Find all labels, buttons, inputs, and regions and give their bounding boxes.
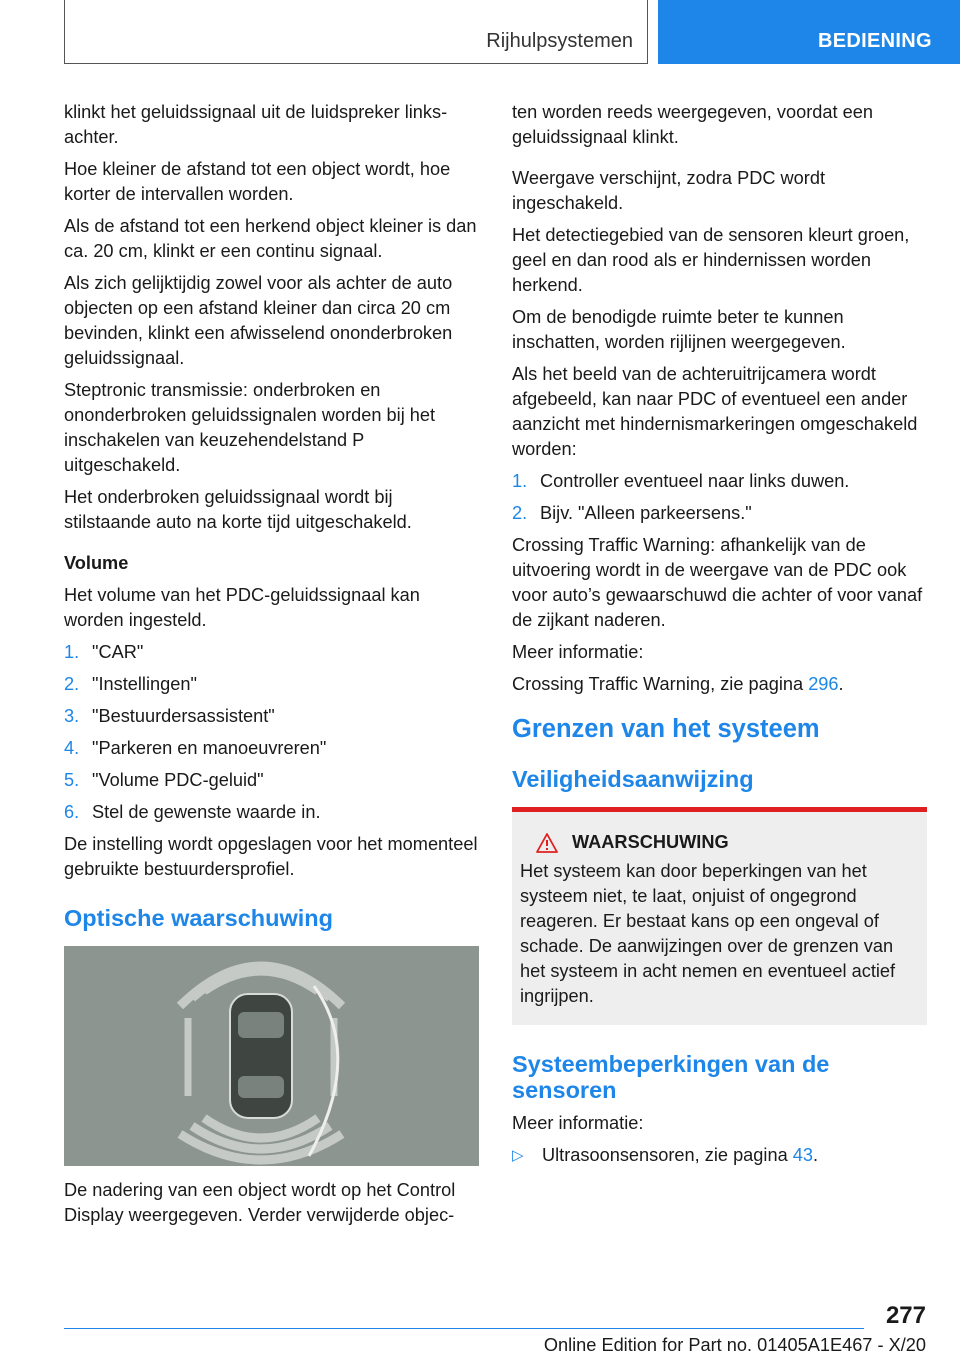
parking-sensor-illustration (64, 946, 479, 1166)
step-number: 5. (64, 770, 80, 790)
list-item (64, 768, 479, 793)
warning-box (512, 807, 927, 1025)
bullet-item: ▷ Ultrasoonsensoren, zie pagina 43. (512, 1143, 927, 1168)
step-text: "Instellingen" (92, 674, 197, 694)
edition-footer: Online Edition for Part no. 01405A1E467 - X/20 (543, 1335, 926, 1355)
step-text: Bijv. "Alleen parkeersens." (540, 503, 752, 523)
reference-text: Crossing Traffic Warning, zie pagina (512, 674, 809, 694)
step-number: 2. (64, 674, 80, 694)
step-text: Stel de gewenste waarde in. (92, 802, 321, 822)
warning-text: Het systeem kan door beperkingen van het systeem niet, te laat, onjuist of ongegrond reageren. Er bestaat kans op een ongeval of schade. De aanwijzingen over de grenzen van het systeem in acht nemen en eventueel actief ingrijpen. (520, 861, 896, 1006)
step-text: "Volume PDC-geluid" (92, 770, 264, 790)
footer-divider (64, 1328, 864, 1329)
step-number: 3. (64, 706, 80, 726)
step-text: "Parkeren en manoeuvreren" (92, 738, 327, 758)
list-item (512, 501, 927, 526)
paragraph: De instelling wordt opgeslagen voor het momenteel gebruikte bestuurdersprofiel. (64, 834, 478, 879)
paragraph: Als het beeld van de achteruitrijcamera wordt afgebeeld, kan naar PDC of eventueel een ander aanzicht met hindernismarkeringen omgeschakeld worden: (512, 364, 918, 459)
view-steps (512, 469, 927, 526)
section-heading: Optische waarschuwing (64, 905, 334, 931)
list-item (64, 672, 479, 697)
paragraph: Crossing Traffic Warning: afhankelijk van de uitvoering wordt in de weergave van de PDC ook voor auto’s gewaarschuwd die achter of voor vanaf de zijkant naderen. (512, 535, 923, 630)
paragraph: Hoe kleiner de afstand tot een object wordt, hoe korter de intervallen worden. (64, 159, 451, 204)
left-column (64, 100, 479, 1235)
chapter-title: Rijhulpsystemen (486, 30, 633, 52)
list-item (64, 704, 479, 729)
step-number: 1. (64, 642, 80, 662)
subsection-heading: Systeembeperkingen van de sensoren (512, 1051, 830, 1103)
paragraph: Als de afstand tot een herkend object kleiner is dan ca. 20 cm, klinkt er een continu signaal. (64, 216, 477, 261)
step-text: "CAR" (92, 642, 144, 662)
page-link-43[interactable]: 43 (792, 1145, 813, 1165)
paragraph: Meer informatie: (512, 1113, 644, 1133)
page-number: 277 (885, 1302, 926, 1329)
step-number: 6. (64, 802, 80, 822)
paragraph: Het volume van het PDC-geluidssignaal kan worden ingesteld. (64, 585, 420, 630)
pdc-display-image (64, 946, 479, 1166)
step-text: "Bestuurdersassistent" (92, 706, 275, 726)
volume-steps (64, 640, 479, 825)
running-header (64, 0, 648, 64)
right-column (512, 100, 927, 1175)
chapter-heading: Grenzen van het systeem (512, 715, 820, 743)
warning-title: WAARSCHUWING (572, 832, 729, 852)
paragraph: Weergave verschijnt, zodra PDC wordt ingeschakeld. (512, 168, 826, 213)
section-tab (658, 0, 960, 64)
list-item (64, 800, 479, 825)
page-link-296[interactable]: 296 (808, 674, 839, 694)
section-title: BEDIENING (818, 30, 932, 52)
warning-triangle-icon (536, 833, 558, 853)
image-caption: De nadering van een object wordt op het Control Display weergegeven. Verder verwijderde objec- (64, 1180, 456, 1225)
paragraph: Als zich gelijktijdig zowel voor als achter de auto objecten op een afstand kleiner dan circa 20 cm bevinden, klinkt een afwisselend ononderbroken geluidssignaal. (64, 273, 453, 368)
bullet-text: Ultrasoonsensoren, zie pagina (542, 1145, 793, 1165)
triangle-bullet-icon: ▷ (512, 1147, 524, 1164)
paragraph: Meer informatie: (512, 642, 644, 662)
step-number: 2. (512, 503, 528, 523)
list-item (512, 469, 927, 494)
section-heading: Veiligheidsaanwijzing (512, 766, 754, 792)
list-item (64, 640, 479, 665)
paragraph: Het detectiegebied van de sensoren kleurt groen, geel en dan rood als er hindernissen worden herkend. (512, 225, 910, 295)
paragraph: Om de benodigde ruimte beter te kunnen inschatten, worden rijlijnen weergegeven. (512, 307, 846, 352)
warning-header (520, 830, 919, 855)
paragraph: ten worden reeds weergegeven, voordat een geluidssignaal klinkt. (512, 102, 873, 147)
paragraph: Steptronic transmissie: onderbroken en ononderbroken geluidssignalen worden bij het inschakelen van keuzehendelstand P uitgeschakeld. (64, 380, 436, 475)
volume-heading: Volume (64, 553, 129, 573)
paragraph: Het onderbroken geluidssignaal wordt bij stilstaande auto na korte tijd uitgeschakeld. (64, 487, 412, 532)
list-item (64, 736, 479, 761)
step-number: 1. (512, 471, 528, 491)
step-number: 4. (64, 738, 80, 758)
paragraph: klinkt het geluidssignaal uit de luidspreker links-achter. (64, 102, 448, 147)
step-text: Controller eventueel naar links duwen. (540, 471, 850, 491)
reference: Crossing Traffic Warning, zie pagina 296. (512, 674, 844, 694)
